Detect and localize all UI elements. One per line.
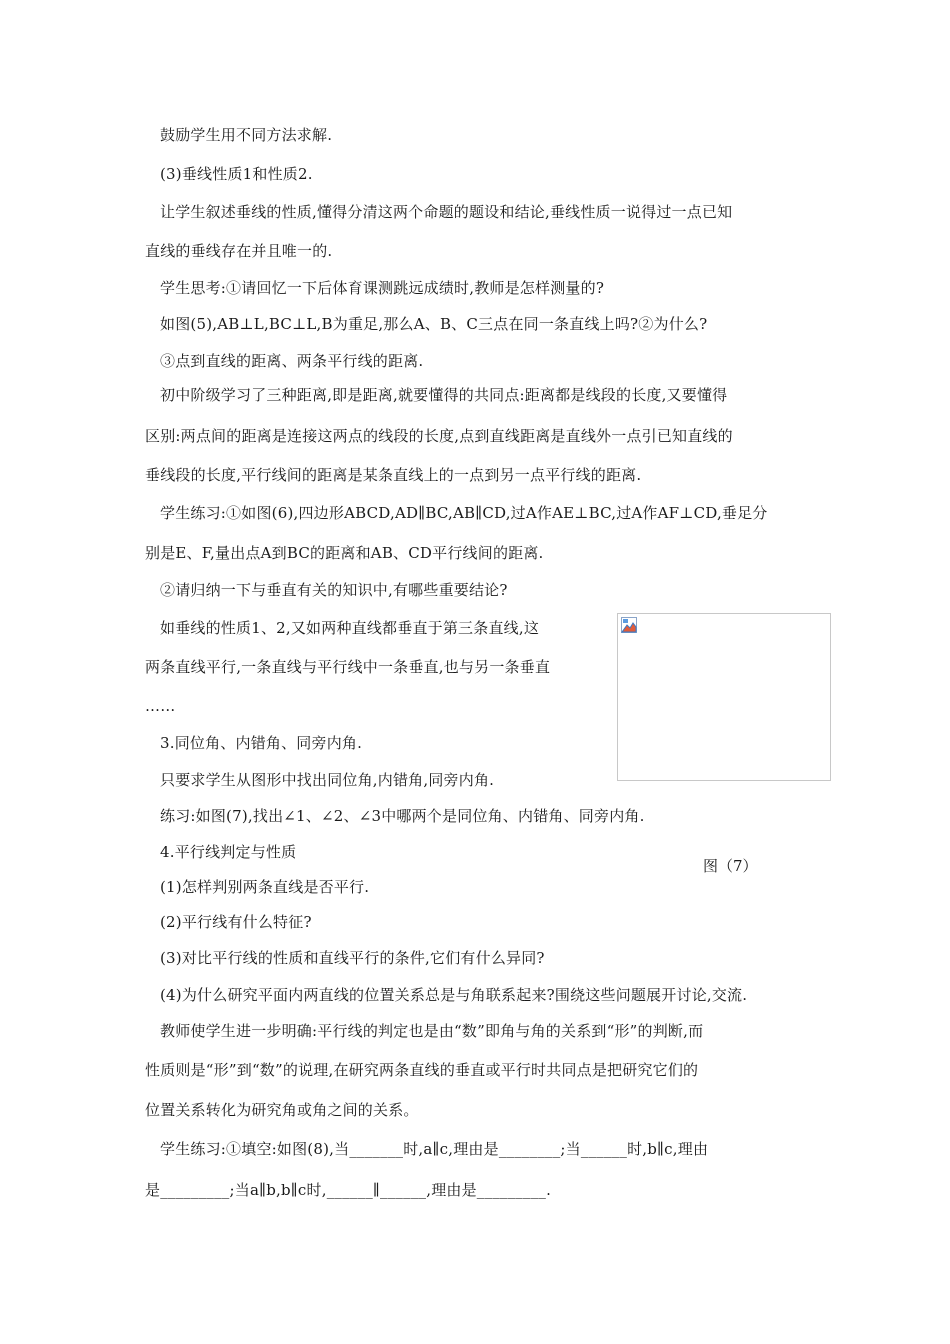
paragraph-line: 学生练习:①填空:如图(8),当_______时,a∥c,理由是________;当______时,b∥c,理由 [160, 1140, 709, 1158]
paragraph-line: 4.平行线判定与性质 [160, 843, 297, 861]
paragraph-line: 区别:两点间的距离是连接这两点的线段的长度,点到直线距离是直线外一点引已知直线的 [145, 427, 733, 445]
paragraph-line: 性质则是“形”到“数”的说理,在研究两条直线的垂直或平行时共同点是把研究它们的 [145, 1061, 699, 1079]
paragraph-line: (3)垂线性质1和性质2. [160, 165, 313, 183]
figure-7-frame [617, 613, 831, 781]
paragraph-line: 如垂线的性质1、2,又如两种直线都垂直于第三条直线,这 [160, 619, 540, 637]
paragraph-line: 直线的垂线存在并且唯一的. [145, 242, 333, 260]
paragraph-line: 鼓励学生用不同方法求解. [160, 126, 333, 144]
paragraph-line: ②请归纳一下与垂直有关的知识中,有哪些重要结论? [160, 581, 508, 599]
paragraph-line: 两条直线平行,一条直线与平行线中一条垂直,也与另一条垂直 [145, 658, 551, 676]
paragraph-line: 位置关系转化为研究角或角之间的关系。 [145, 1101, 419, 1119]
paragraph-line: (1)怎样判别两条直线是否平行. [160, 878, 370, 896]
paragraph-line: 练习:如图(7),找出∠1、∠2、∠3中哪两个是同位角、内错角、同旁内角. [160, 807, 645, 825]
paragraph-line: 初中阶级学习了三种距离,即是距离,就要懂得的共同点:距离都是线段的长度,又要懂得 [160, 386, 728, 404]
paragraph-line: 3.同位角、内错角、同旁内角. [160, 734, 363, 752]
paragraph-line: 学生练习:①如图(6),四边形ABCD,AD∥BC,AB∥CD,过A作AE⊥BC,过A作AF⊥CD,垂足分 [160, 504, 768, 522]
figure-caption: 图（7） [703, 857, 758, 875]
paragraph-line: 学生思考:①请回忆一下后体育课测跳远成绩时,教师是怎样测量的? [160, 279, 605, 297]
paragraph-line: 让学生叙述垂线的性质,懂得分清这两个命题的题设和结论,垂线性质一说得过一点已知 [160, 203, 733, 221]
paragraph-line: (4)为什么研究平面内两直线的位置关系总是与角联系起来?围绕这些问题展开讨论,交流. [160, 986, 748, 1004]
paragraph-line: …… [145, 697, 176, 715]
paragraph-line: ③点到直线的距离、两条平行线的距离. [160, 352, 424, 370]
paragraph-line: 如图(5),AB⊥L,BC⊥L,B为重足,那么A、B、C三点在同一条直线上吗?②为什么? [160, 315, 708, 333]
paragraph-line: 垂线段的长度,平行线间的距离是某条直线上的一点到另一点平行线的距离. [145, 466, 642, 484]
broken-image-icon [621, 617, 637, 633]
paragraph-line: 别是E、F,量出点A到BC的距离和AB、CD平行线间的距离. [145, 544, 544, 562]
paragraph-line: (2)平行线有什么特征? [160, 913, 312, 931]
paragraph-line: 是_________;当a∥b,b∥c时,______∥______,理由是_________. [145, 1181, 552, 1199]
paragraph-line: (3)对比平行线的性质和直线平行的条件,它们有什么异同? [160, 949, 545, 967]
paragraph-line: 教师使学生进一步明确:平行线的判定也是由“数”即角与角的关系到“形”的判断,而 [160, 1022, 704, 1040]
paragraph-line: 只要求学生从图形中找出同位角,内错角,同旁内角. [160, 771, 495, 789]
